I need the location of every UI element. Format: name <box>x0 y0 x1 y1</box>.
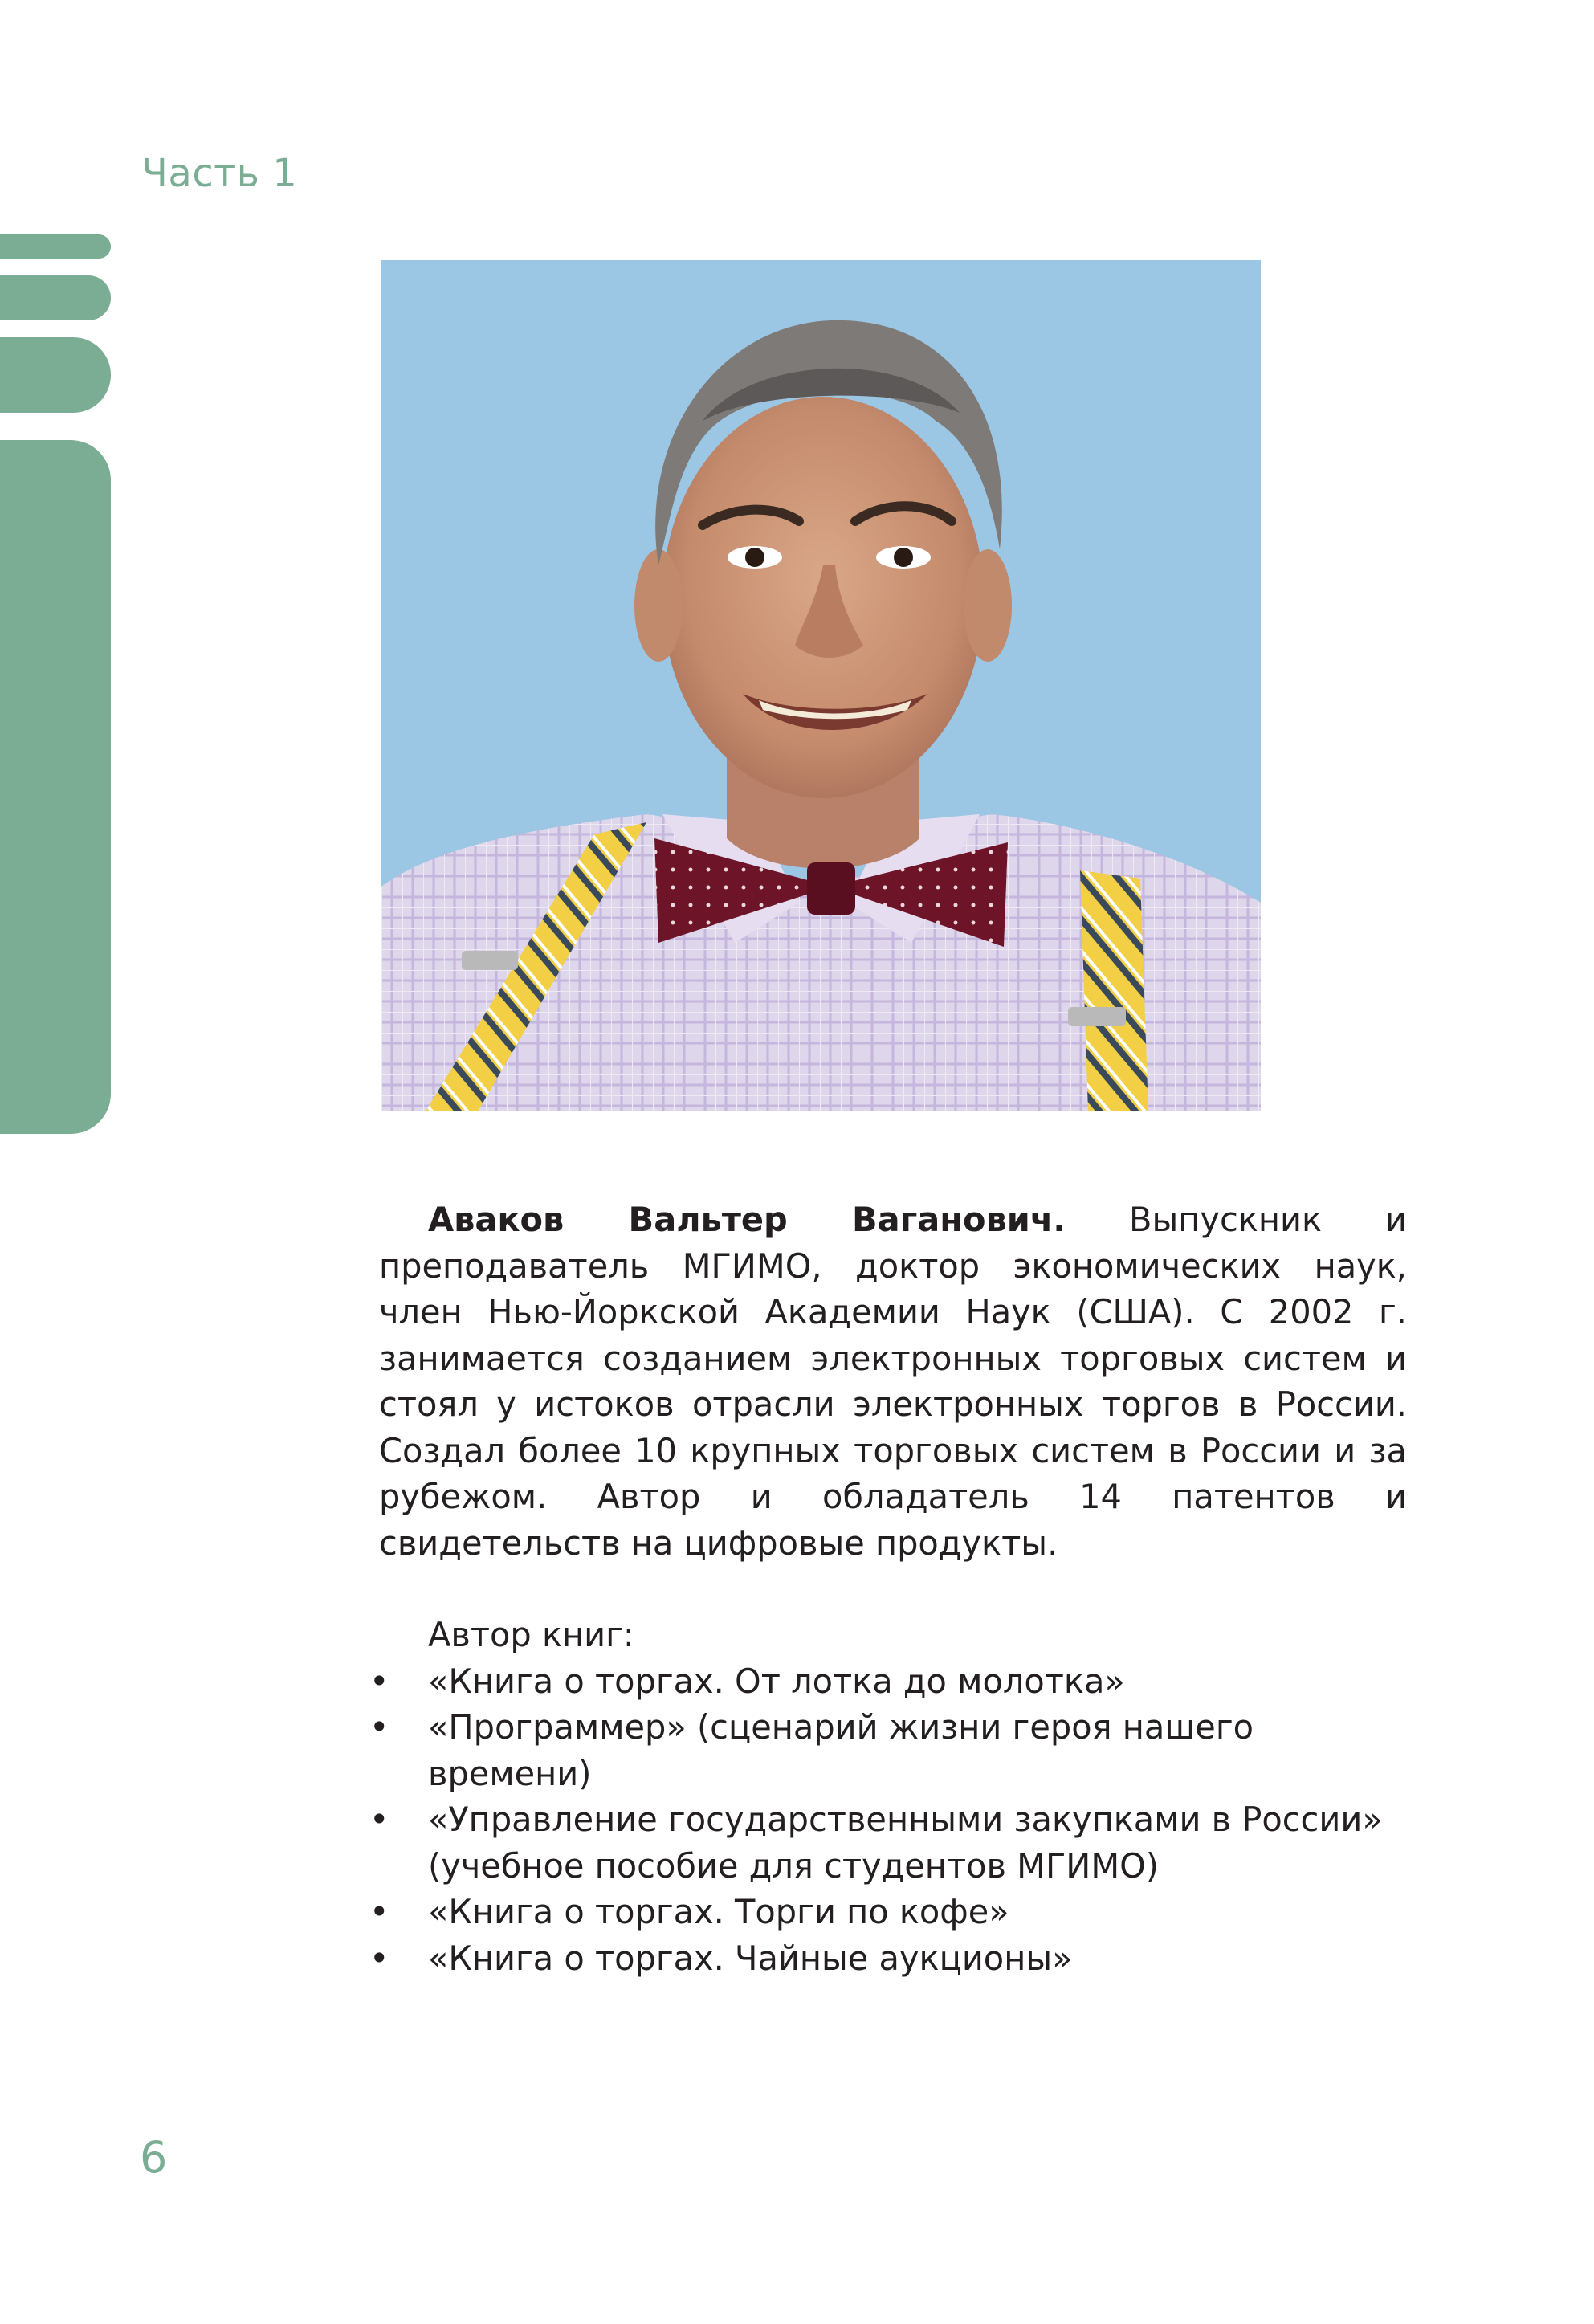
decorative-bar <box>0 440 111 1134</box>
list-item <box>369 1658 1407 1705</box>
decorative-bar <box>0 337 111 413</box>
author-bio-block <box>369 1197 1407 1981</box>
list-item <box>369 1704 1407 1796</box>
decorative-bar <box>0 234 111 259</box>
bullet-icon: • <box>369 1892 389 1931</box>
list-item <box>369 1889 1407 1935</box>
bullet-icon: • <box>369 1938 389 1978</box>
books-intro: Автор книг: <box>428 1615 634 1654</box>
bullet-icon: • <box>369 1707 389 1747</box>
author-portrait-photo <box>381 260 1261 1111</box>
section-label: Часть 1 <box>141 151 298 196</box>
bio-text: Выпускник и преподаватель МГИМО, доктор экономических наук, член Нью-Йоркской Академии Наук (США). С 2002 г. занимается созданием электронных торговых систем и стоял у истоков отрасли электронных торгов в России. Создал более 10 крупных торговых систем в России и за рубежом. Автор и обладатель 14 патентов и свидетельств на цифровые продукты. <box>379 1200 1407 1563</box>
list-item <box>369 1935 1407 1982</box>
books-list <box>369 1658 1407 1982</box>
book-title: «Управление государственными закупками в России» (учебное пособие для студентов МГИМО) <box>428 1800 1383 1886</box>
list-item <box>369 1796 1407 1889</box>
decorative-bar <box>0 275 111 320</box>
book-title: «Программер» (сценарий жизни героя нашего времени) <box>428 1707 1254 1793</box>
book-title: «Книга о торгах. От лотка до молотка» <box>428 1661 1125 1701</box>
book-title: «Книга о торгах. Чайные аукционы» <box>428 1938 1073 1978</box>
bullet-icon: • <box>369 1661 389 1701</box>
author-bio <box>379 1197 1407 1566</box>
bullet-icon: • <box>369 1800 389 1839</box>
page-number: 6 <box>140 2132 168 2183</box>
book-title: «Книга о торгах. Торги по кофе» <box>428 1892 1009 1931</box>
author-name: Аваков Вальтер Ваганович. <box>428 1200 1066 1239</box>
